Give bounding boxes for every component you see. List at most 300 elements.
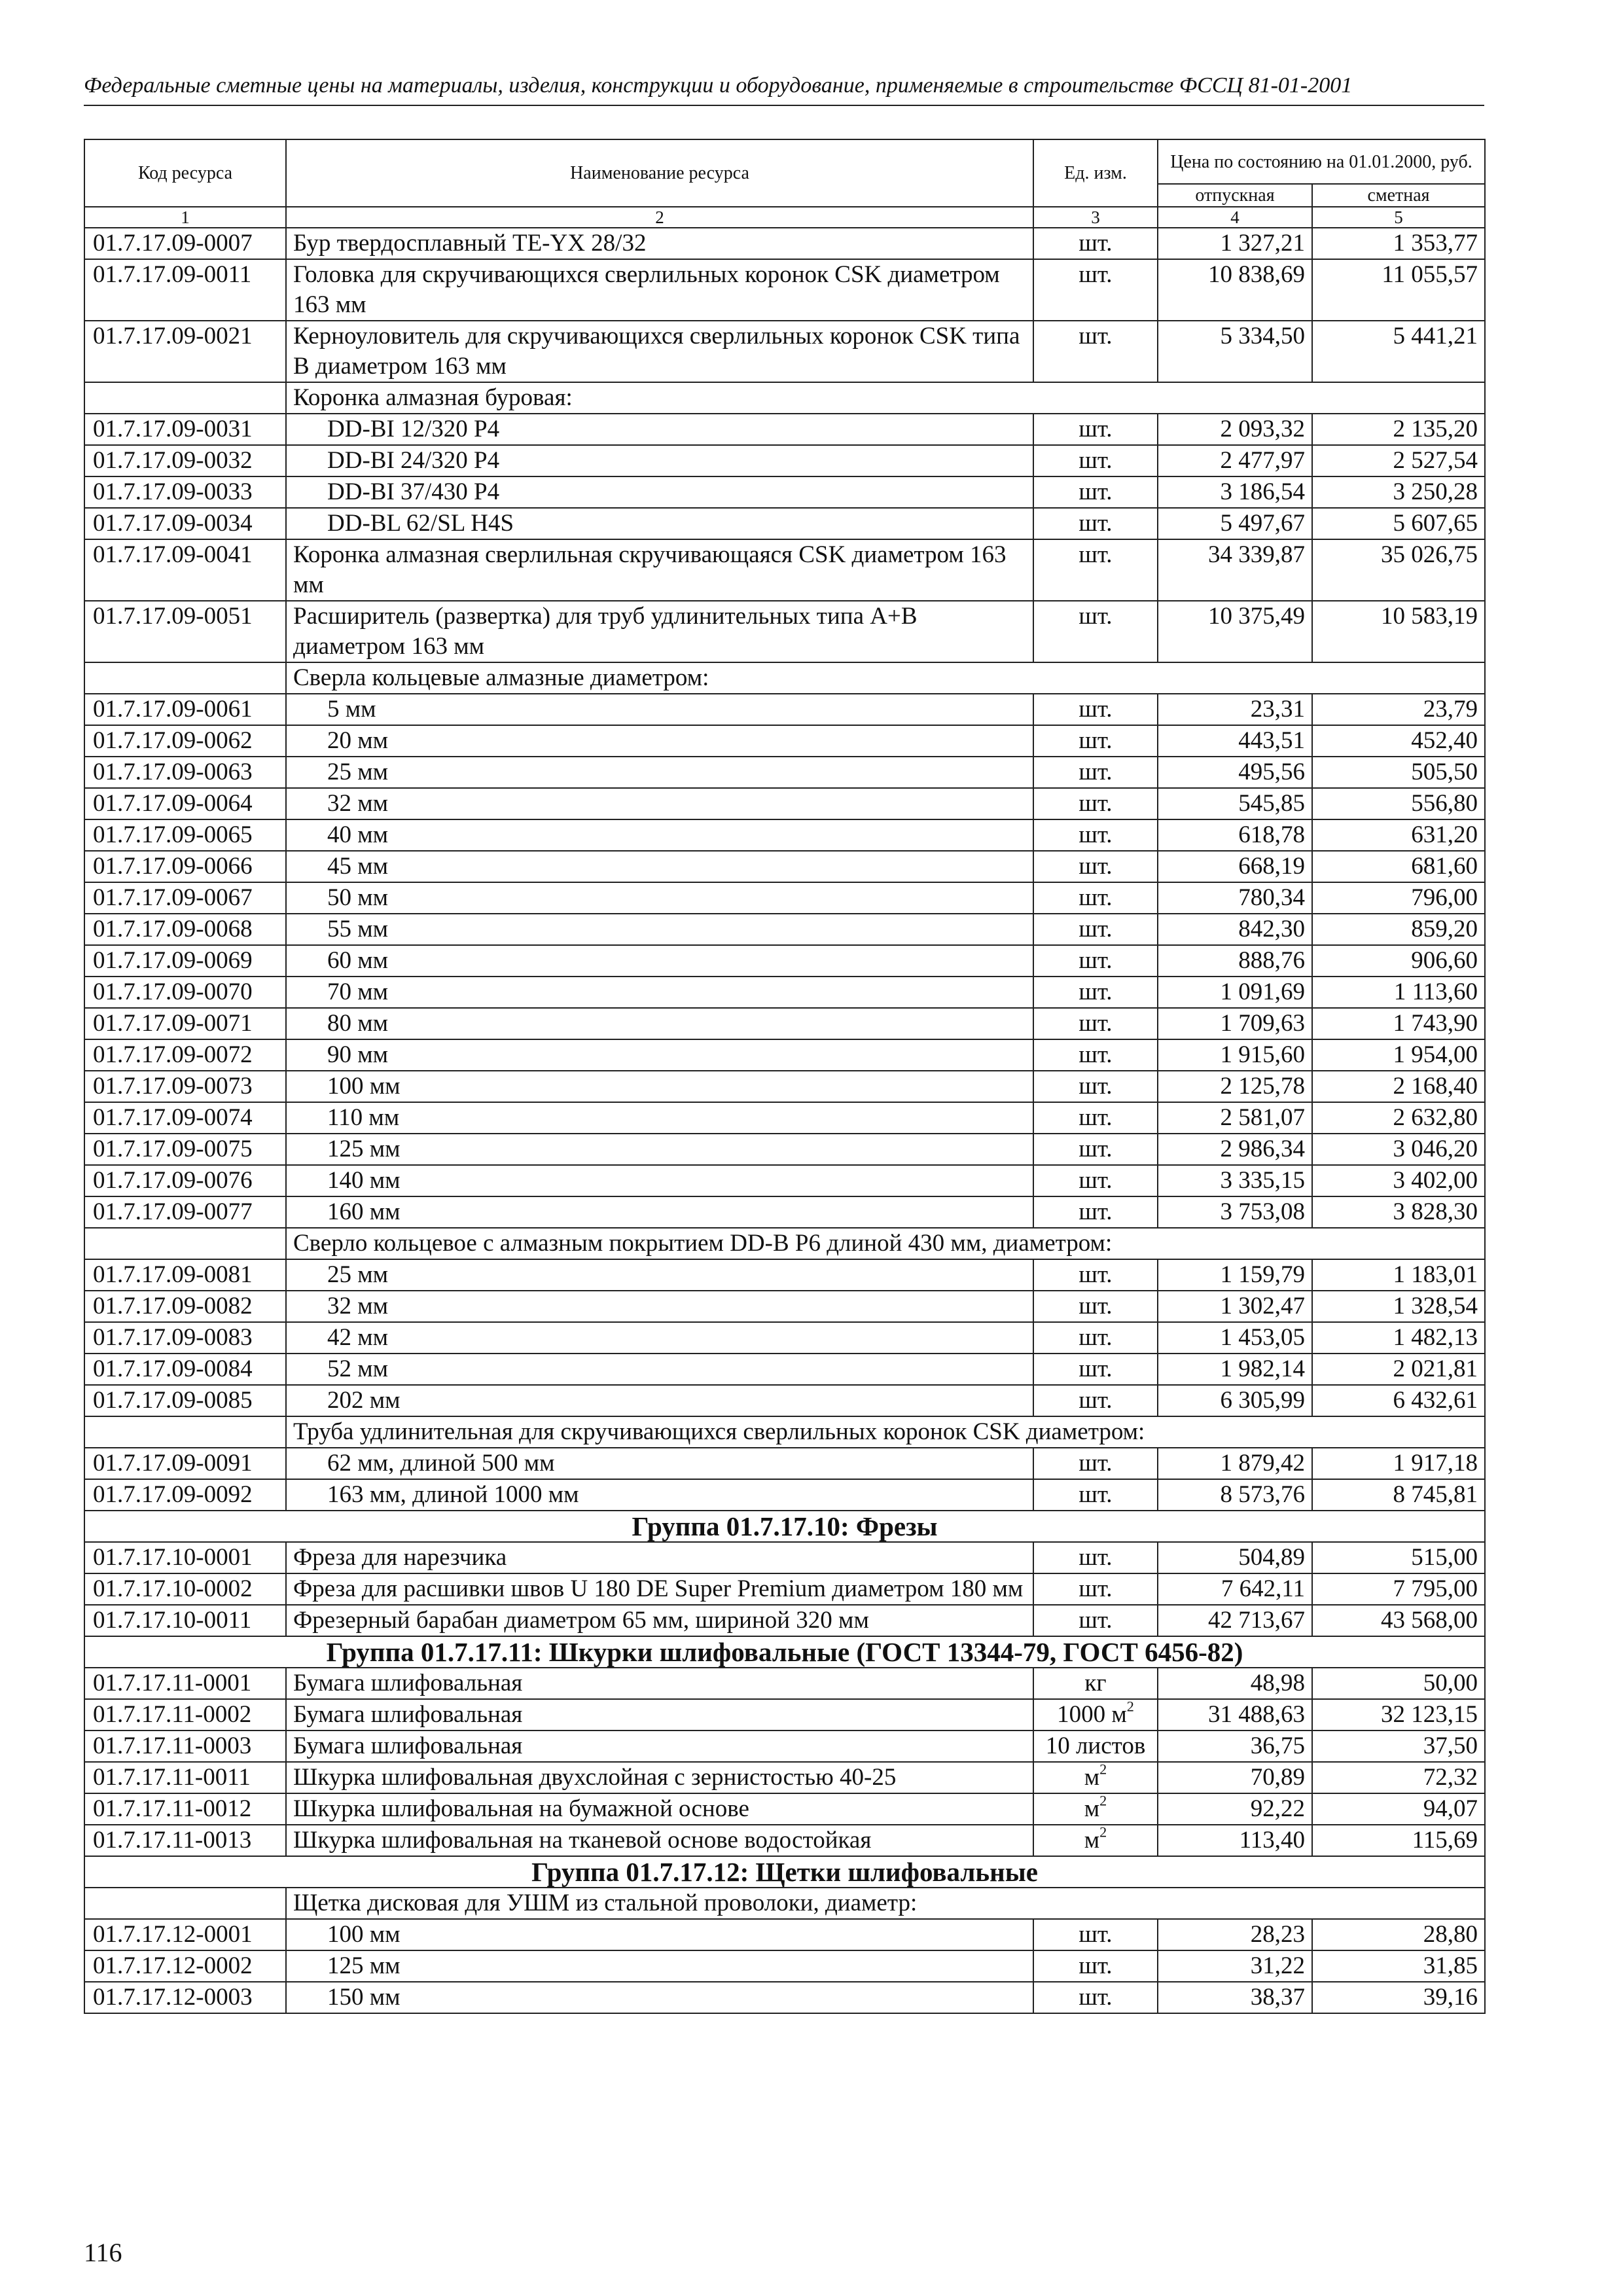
estimate-price: 10 583,19 [1312,601,1485,662]
resource-code: 01.7.17.09-0085 [84,1385,286,1416]
resource-unit [1033,788,1158,819]
table-row [84,1102,1485,1134]
table-row [84,1291,1485,1322]
unit-text: шт. [1079,1575,1113,1602]
subgroup-title: Коронка алмазная буровая: [286,382,1485,414]
release-price: 23,31 [1158,694,1312,725]
resource-unit [1033,1322,1158,1354]
resource-code: 01.7.17.09-0068 [84,914,286,945]
subgroup-spacer [84,1888,286,1919]
table-row [84,788,1485,819]
resource-unit [1033,1668,1158,1699]
table-row [84,882,1485,914]
resource-code: 01.7.17.09-0084 [84,1354,286,1385]
table-row [84,725,1485,757]
unit-text: шт. [1079,821,1113,848]
table-row [84,445,1485,476]
running-header: Федеральные сметные цены на материалы, изделия, конструкции и оборудование, применяемые в строительстве ФССЦ 81-01-2001 [84,73,1353,98]
estimate-price: 1 917,18 [1312,1448,1485,1479]
resource-code: 01.7.17.09-0062 [84,725,286,757]
release-price: 495,56 [1158,757,1312,788]
resource-unit [1033,259,1158,321]
release-price: 1 915,60 [1158,1039,1312,1071]
resource-code: 01.7.17.09-0092 [84,1479,286,1511]
resource-code: 01.7.17.09-0065 [84,819,286,851]
resource-name: Шкурка шлифовальная на тканевой основе водостойкая [286,1825,1033,1856]
resource-name: Расширитель (развертка) для труб удлинительных типа A+B диаметром 163 мм [286,601,1033,662]
resource-unit [1033,1385,1158,1416]
release-price: 8 573,76 [1158,1479,1312,1511]
estimate-price: 2 527,54 [1312,445,1485,476]
release-price: 5 334,50 [1158,321,1312,382]
resource-code: 01.7.17.09-0076 [84,1165,286,1196]
estimate-price: 94,07 [1312,1793,1485,1825]
unit-text: шт. [1079,447,1113,474]
resource-unit [1033,508,1158,539]
release-price: 3 186,54 [1158,476,1312,508]
resource-name: 202 мм [286,1385,1033,1416]
estimate-price: 32 123,15 [1312,1699,1485,1731]
resource-name: Бур твердосплавный TE-YX 28/32 [286,228,1033,259]
estimate-price: 6 432,61 [1312,1385,1485,1416]
resource-unit [1033,945,1158,977]
release-price: 1 453,05 [1158,1322,1312,1354]
resource-name: Бумага шлифовальная [286,1668,1033,1699]
release-price: 42 713,67 [1158,1605,1312,1636]
resource-name: 50 мм [286,882,1033,914]
resource-name: 40 мм [286,819,1033,851]
resource-unit [1033,601,1158,662]
resource-unit [1033,851,1158,882]
resource-unit [1033,914,1158,945]
unit-superscript: 2 [1099,1823,1107,1840]
estimate-price: 3 402,00 [1312,1165,1485,1196]
unit-text: 10 листов [1045,1732,1146,1759]
resource-unit [1033,1825,1158,1856]
resource-code: 01.7.17.09-0007 [84,228,286,259]
table-row [84,1165,1485,1196]
unit-text: кг [1084,1670,1107,1696]
resource-unit [1033,1982,1158,2013]
resource-code: 01.7.17.09-0081 [84,1259,286,1291]
resource-unit [1033,476,1158,508]
table-row [84,851,1485,882]
table-row [84,1762,1485,1793]
col-number: 4 [1158,207,1312,228]
resource-name: Фреза для расшивки швов U 180 DE Super Premium диаметром 180 мм [286,1573,1033,1605]
resource-code: 01.7.17.09-0064 [84,788,286,819]
subgroup-row [84,1416,1485,1448]
table-row [84,1573,1485,1605]
release-price: 48,98 [1158,1668,1312,1699]
resource-name: 100 мм [286,1919,1033,1950]
release-price: 1 879,42 [1158,1448,1312,1479]
resource-unit [1033,1071,1158,1102]
release-price: 888,76 [1158,945,1312,977]
resource-name: DD-BI 24/320 P4 [286,445,1033,476]
resource-name: 70 мм [286,977,1033,1008]
col-header-name: Наименование ресурса [286,139,1033,207]
unit-superscript: 2 [1099,1761,1107,1778]
col-number: 5 [1312,207,1485,228]
resource-code: 01.7.17.09-0074 [84,1102,286,1134]
estimate-price: 8 745,81 [1312,1479,1485,1511]
resource-code: 01.7.17.09-0051 [84,601,286,662]
col-header-price: Цена по состоянию на 01.01.2000, руб. [1158,139,1485,184]
release-price: 36,75 [1158,1731,1312,1762]
subgroup-row [84,1228,1485,1259]
resource-code: 01.7.17.09-0021 [84,321,286,382]
resource-unit [1033,757,1158,788]
table-row [84,1793,1485,1825]
unit-text: шт. [1079,759,1113,785]
unit-text: шт. [1079,1104,1113,1131]
table-row [84,508,1485,539]
resource-unit [1033,228,1158,259]
unit-text: шт. [1079,1544,1113,1571]
resource-name: 160 мм [286,1196,1033,1228]
release-price: 70,89 [1158,1762,1312,1793]
release-price: 668,19 [1158,851,1312,882]
subgroup-title: Труба удлинительная для скручивающихся сверлильных коронок CSK диаметром: [286,1416,1485,1448]
resource-name: 32 мм [286,788,1033,819]
resource-name: Фрезерный барабан диаметром 65 мм, шириной 320 мм [286,1605,1033,1636]
estimate-price: 2 168,40 [1312,1071,1485,1102]
release-price: 1 982,14 [1158,1354,1312,1385]
unit-text: шт. [1079,603,1113,630]
estimate-price: 37,50 [1312,1731,1485,1762]
resource-code: 01.7.17.12-0001 [84,1919,286,1950]
group-row [84,1856,1485,1888]
resource-name: DD-BI 37/430 P4 [286,476,1033,508]
table-row [84,1259,1485,1291]
table-row [84,1982,1485,2013]
resource-code: 01.7.17.11-0011 [84,1762,286,1793]
table-row [84,1039,1485,1071]
estimate-price: 3 250,28 [1312,476,1485,508]
group-row [84,1511,1485,1542]
estimate-price: 1 328,54 [1312,1291,1485,1322]
resource-unit [1033,1196,1158,1228]
unit-text: м [1084,1764,1100,1791]
estimate-price: 11 055,57 [1312,259,1485,321]
resource-code: 01.7.17.09-0073 [84,1071,286,1102]
resource-unit [1033,1008,1158,1039]
subgroup-spacer [84,1416,286,1448]
group-title: Группа 01.7.17.12: Щетки шлифовальные [84,1856,1485,1888]
resource-unit [1033,1479,1158,1511]
resource-unit [1033,1354,1158,1385]
unit-text: шт. [1079,1324,1113,1351]
unit-text: шт. [1079,1261,1113,1288]
release-price: 2 093,32 [1158,414,1312,445]
unit-text: шт. [1079,323,1113,350]
estimate-price: 515,00 [1312,1542,1485,1573]
resource-name: Керноуловитель для скручивающихся сверлильных коронок CSK типа B диаметром 163 мм [286,321,1033,382]
resource-code: 01.7.17.10-0011 [84,1605,286,1636]
subgroup-title: Щетка дисковая для УШМ из стальной проволоки, диаметр: [286,1888,1485,1919]
resource-code: 01.7.17.09-0031 [84,414,286,445]
estimate-price: 1 482,13 [1312,1322,1485,1354]
release-price: 780,34 [1158,882,1312,914]
resource-code: 01.7.17.11-0001 [84,1668,286,1699]
resource-name: Бумага шлифовальная [286,1731,1033,1762]
unit-text: шт. [1079,978,1113,1005]
page-number: 116 [84,2238,122,2267]
unit-text: шт. [1079,1293,1113,1319]
resource-unit [1033,1134,1158,1165]
resource-unit [1033,414,1158,445]
resource-code: 01.7.17.09-0071 [84,1008,286,1039]
table-row [84,539,1485,601]
resource-code: 01.7.17.09-0070 [84,977,286,1008]
unit-text: 1000 м [1057,1701,1127,1728]
resource-code: 01.7.17.10-0002 [84,1573,286,1605]
estimate-price: 3 046,20 [1312,1134,1485,1165]
resource-unit [1033,539,1158,601]
resource-unit [1033,321,1158,382]
table-row [84,1699,1485,1731]
table-row [84,1479,1485,1511]
resource-code: 01.7.17.09-0066 [84,851,286,882]
subgroup-title: Сверло кольцевое с алмазным покрытием DD-B P6 длиной 430 мм, диаметром: [286,1228,1485,1259]
col-header-estimate: сметная [1312,184,1485,207]
table-row [84,1731,1485,1762]
resource-code: 01.7.17.09-0061 [84,694,286,725]
estimate-price: 1 743,90 [1312,1008,1485,1039]
resource-name: 140 мм [286,1165,1033,1196]
table-row [84,819,1485,851]
resource-code: 01.7.17.09-0072 [84,1039,286,1071]
estimate-price: 115,69 [1312,1825,1485,1856]
resource-name: 42 мм [286,1322,1033,1354]
table-row [84,1134,1485,1165]
unit-text: шт. [1079,884,1113,911]
release-price: 3 335,15 [1158,1165,1312,1196]
resource-name: Фреза для нарезчика [286,1542,1033,1573]
estimate-price: 631,20 [1312,819,1485,851]
resource-name: 163 мм, длиной 1000 мм [286,1479,1033,1511]
resource-code: 01.7.17.09-0077 [84,1196,286,1228]
unit-text: шт. [1079,1387,1113,1414]
table-row [84,1542,1485,1573]
estimate-price: 1 954,00 [1312,1039,1485,1071]
group-title: Группа 01.7.17.11: Шкурки шлифовальные (ГОСТ 13344-79, ГОСТ 6456-82) [84,1636,1485,1668]
estimate-price: 556,80 [1312,788,1485,819]
unit-text: шт. [1079,1010,1113,1037]
resource-name: Шкурка шлифовальная двухслойная с зернистостью 40-25 [286,1762,1033,1793]
resource-name: 125 мм [286,1950,1033,1982]
resource-code: 01.7.17.09-0032 [84,445,286,476]
table-row [84,476,1485,508]
table-row [84,1354,1485,1385]
release-price: 504,89 [1158,1542,1312,1573]
resource-code: 01.7.17.11-0002 [84,1699,286,1731]
estimate-price: 39,16 [1312,1982,1485,2013]
table-row [84,1322,1485,1354]
resource-unit [1033,882,1158,914]
unit-text: шт. [1079,916,1113,942]
resource-unit [1033,1573,1158,1605]
estimate-price: 43 568,00 [1312,1605,1485,1636]
release-price: 3 753,08 [1158,1196,1312,1228]
table-row [84,228,1485,259]
resource-unit [1033,1102,1158,1134]
release-price: 6 305,99 [1158,1385,1312,1416]
subgroup-row [84,382,1485,414]
resource-name: 20 мм [286,725,1033,757]
estimate-price: 452,40 [1312,725,1485,757]
estimate-price: 5 441,21 [1312,321,1485,382]
resource-code: 01.7.17.09-0011 [84,259,286,321]
resource-code: 01.7.17.09-0069 [84,945,286,977]
estimate-price: 35 026,75 [1312,539,1485,601]
resource-unit [1033,1542,1158,1573]
resource-code: 01.7.17.09-0041 [84,539,286,601]
estimate-price: 1 183,01 [1312,1259,1485,1291]
resource-name: 80 мм [286,1008,1033,1039]
estimate-price: 31,85 [1312,1950,1485,1982]
resource-unit [1033,1039,1158,1071]
resource-unit [1033,1762,1158,1793]
unit-text: шт. [1079,541,1113,568]
unit-text: шт. [1079,1921,1113,1948]
release-price: 2 477,97 [1158,445,1312,476]
unit-text: шт. [1079,416,1113,442]
unit-text: шт. [1079,1167,1113,1194]
resource-name: DD-BL 62/SL H4S [286,508,1033,539]
resource-name: 60 мм [286,945,1033,977]
col-number: 1 [84,207,286,228]
estimate-price: 796,00 [1312,882,1485,914]
release-price: 10 375,49 [1158,601,1312,662]
resource-unit [1033,445,1158,476]
estimate-price: 2 135,20 [1312,414,1485,445]
estimate-price: 681,60 [1312,851,1485,882]
estimate-price: 2 632,80 [1312,1102,1485,1134]
unit-text: м [1084,1827,1100,1854]
release-price: 2 125,78 [1158,1071,1312,1102]
table-row [84,1008,1485,1039]
resource-code: 01.7.17.11-0012 [84,1793,286,1825]
estimate-price: 505,50 [1312,757,1485,788]
col-header-code: Код ресурса [84,139,286,207]
resource-name: 5 мм [286,694,1033,725]
resource-code: 01.7.17.12-0002 [84,1950,286,1982]
release-price: 2 581,07 [1158,1102,1312,1134]
unit-text: шт. [1079,1136,1113,1162]
resource-name: 125 мм [286,1134,1033,1165]
unit-text: м [1084,1795,1100,1822]
unit-superscript: 2 [1126,1698,1134,1715]
release-price: 34 339,87 [1158,539,1312,601]
table-row [84,1668,1485,1699]
resource-code: 01.7.17.09-0083 [84,1322,286,1354]
resource-code: 01.7.17.09-0067 [84,882,286,914]
table-row [84,914,1485,945]
release-price: 10 838,69 [1158,259,1312,321]
resource-code: 01.7.17.12-0003 [84,1982,286,2013]
resource-unit [1033,694,1158,725]
release-price: 92,22 [1158,1793,1312,1825]
resource-name: Шкурка шлифовальная на бумажной основе [286,1793,1033,1825]
release-price: 38,37 [1158,1982,1312,2013]
table-row [84,601,1485,662]
estimate-price: 906,60 [1312,945,1485,977]
estimate-price: 23,79 [1312,694,1485,725]
resource-name: 52 мм [286,1354,1033,1385]
estimate-price: 3 828,30 [1312,1196,1485,1228]
resource-name: 25 мм [286,1259,1033,1291]
resource-code: 01.7.17.09-0034 [84,508,286,539]
unit-text: шт. [1079,1198,1113,1225]
unit-text: шт. [1079,1355,1113,1382]
resource-unit [1033,1259,1158,1291]
unit-text: шт. [1079,1073,1113,1100]
release-price: 113,40 [1158,1825,1312,1856]
release-price: 842,30 [1158,914,1312,945]
subgroup-row [84,662,1485,694]
subgroup-spacer [84,662,286,694]
release-price: 1 091,69 [1158,977,1312,1008]
resource-name: 62 мм, длиной 500 мм [286,1448,1033,1479]
resource-unit [1033,1950,1158,1982]
table-row [84,757,1485,788]
resource-name: 55 мм [286,914,1033,945]
release-price: 7 642,11 [1158,1573,1312,1605]
price-table [84,139,1486,2014]
estimate-price: 1 353,77 [1312,228,1485,259]
subgroup-spacer [84,382,286,414]
unit-text: шт. [1079,1607,1113,1634]
table-row [84,259,1485,321]
release-price: 28,23 [1158,1919,1312,1950]
resource-unit [1033,1793,1158,1825]
resource-unit [1033,1919,1158,1950]
resource-name: Головка для скручивающихся сверлильных коронок CSK диаметром 163 мм [286,259,1033,321]
release-price: 1 302,47 [1158,1291,1312,1322]
table-row [84,1448,1485,1479]
subgroup-row [84,1888,1485,1919]
resource-name: 25 мм [286,757,1033,788]
release-price: 1 159,79 [1158,1259,1312,1291]
resource-code: 01.7.17.09-0091 [84,1448,286,1479]
estimate-price: 28,80 [1312,1919,1485,1950]
col-number: 3 [1033,207,1158,228]
unit-text: шт. [1079,261,1113,288]
resource-code: 01.7.17.10-0001 [84,1542,286,1573]
resource-name: 45 мм [286,851,1033,882]
release-price: 2 986,34 [1158,1134,1312,1165]
resource-name: DD-BI 12/320 P4 [286,414,1033,445]
resource-name: 100 мм [286,1071,1033,1102]
release-price: 443,51 [1158,725,1312,757]
table-row [84,694,1485,725]
table-row [84,1071,1485,1102]
unit-text: шт. [1079,947,1113,974]
table-row [84,1196,1485,1228]
table-row [84,945,1485,977]
resource-code: 01.7.17.11-0003 [84,1731,286,1762]
subgroup-spacer [84,1228,286,1259]
release-price: 618,78 [1158,819,1312,851]
resource-unit [1033,1291,1158,1322]
subgroup-title: Сверла кольцевые алмазные диаметром: [286,662,1485,694]
unit-text: шт. [1079,510,1113,537]
resource-name: Коронка алмазная сверлильная скручивающаяся CSK диаметром 163 мм [286,539,1033,601]
unit-superscript: 2 [1099,1792,1107,1809]
resource-unit [1033,819,1158,851]
